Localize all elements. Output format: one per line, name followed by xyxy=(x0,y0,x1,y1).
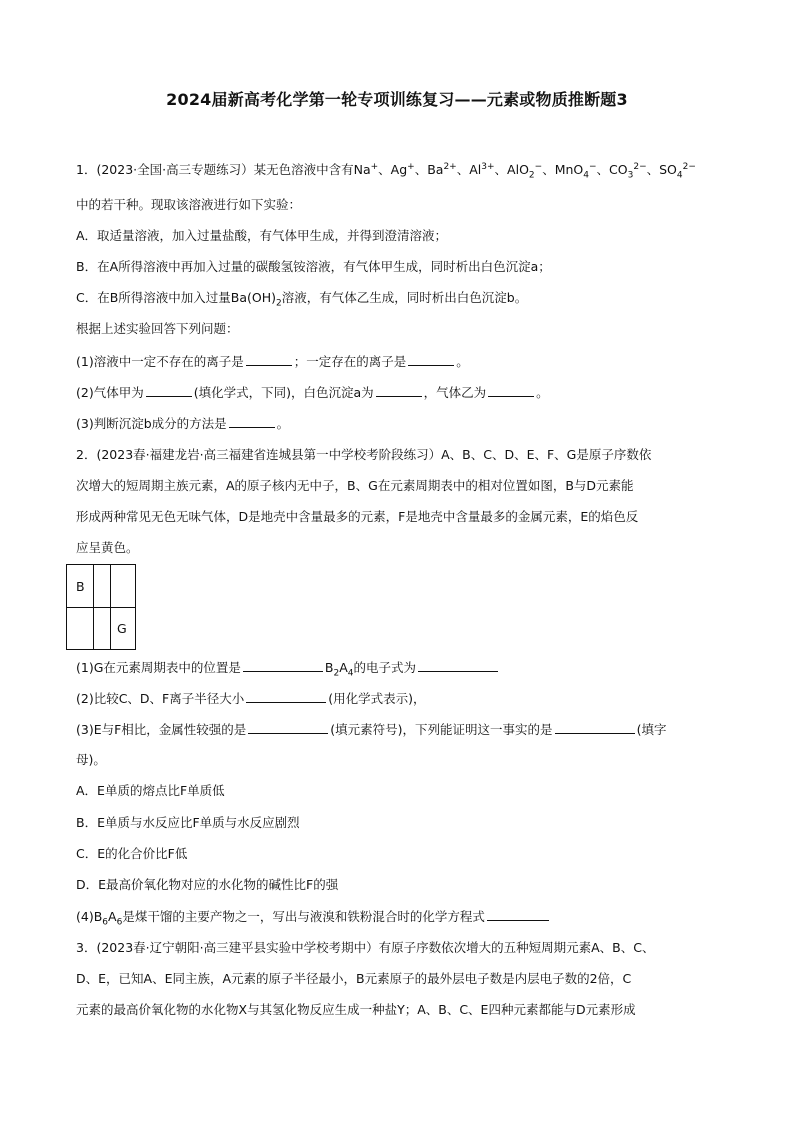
q2-part1: (1)G在元素周期表中的位置是 $B_2A_4$的电子式为 xyxy=(76,659,726,676)
q1-ask: 根据上述实验回答下列问题： xyxy=(76,321,239,336)
answer-blank[interactable] xyxy=(246,690,326,703)
answer-blank[interactable] xyxy=(418,659,498,672)
grid-divider xyxy=(67,607,135,608)
q1-stem-line1: 1．(2023·全国·高三专题练习）某无色溶液中含有Na+、Ag+、$Ba^{2+}$、$Al^{3+}$、AlO$_2$−、MnO$_4$−、$CO_3^{2-}$、$SO_4^{2-}$ xyxy=(76,161,696,181)
q2-option-c: C．E的化合价比F低 xyxy=(76,846,188,861)
q1-part2: (2)气体甲为 (填化学式，下同)，白色沉淀a为 ，气体乙为 。 xyxy=(76,385,549,400)
answer-blank[interactable] xyxy=(243,659,323,672)
answer-blank[interactable] xyxy=(229,415,275,428)
q2-part4: $(4)B_6A_6$是煤干馏的主要产物之一，写出与液溴和铁粉混合时的化学方程式 xyxy=(76,908,726,925)
q2-option-b: B．E单质与水反应比F单质与水反应剧烈 xyxy=(76,815,300,830)
answer-blank[interactable] xyxy=(487,908,549,921)
q2-stem-line3: 形成两种常见无色无味气体，D是地壳中含量最多的元素，F是地壳中含量最多的金属元素，E的焰色反 xyxy=(76,509,639,524)
grid-cell-g: G xyxy=(117,621,127,636)
answer-blank[interactable] xyxy=(246,353,292,366)
q1-stem-line2: 中的若干种。现取该溶液进行如下实验： xyxy=(76,197,302,212)
answer-blank[interactable] xyxy=(146,384,192,397)
q3-stem-line2: D、E，已知A、E同主族，A元素的原子半径最小，B元素原子的最外层电子数是内层电子数的2倍，C xyxy=(76,971,632,986)
q2-stem-line2: 次增大的短周期主族元素，A的原子核内无中子，B、G在元素周期表中的相对位置如图，B与D元素能 xyxy=(76,478,634,493)
q2-stem-line4: 应呈黄色。 xyxy=(76,540,139,555)
answer-blank[interactable] xyxy=(555,721,635,734)
answer-blank[interactable] xyxy=(376,384,422,397)
q3-stem-line3: 元素的最高价氧化物的水化物X与其氢化物反应生成一种盐Y；A、B、C、E四种元素都能与D元素形成 xyxy=(76,1002,636,1017)
q3-stem-line1: 3．(2023春·辽宁朝阳·高三建平县实验中学校考期中）有原子序数依次增大的五种短周期元素A、B、C、 xyxy=(76,940,655,955)
q1-part1: (1)溶液中一定不存在的离子是 ；一定存在的离子是 。 xyxy=(76,354,469,369)
q1-step-b: B．在A所得溶液中再加入过量的碳酸氢铵溶液，有气体甲生成，同时析出白色沉淀a； xyxy=(76,259,551,274)
answer-blank[interactable] xyxy=(248,721,328,734)
q2-part2: (2)比较C、D、F离子半径大小 (用化学式表示)， xyxy=(76,691,426,706)
grid-cell-b: B xyxy=(76,579,85,594)
periodic-table-fragment xyxy=(66,564,136,650)
q1-part3: (3)判断沉淀b成分的方法是 。 xyxy=(76,416,290,431)
q2-part3: (3)E与F相比，金属性较强的是 (填元素符号)，下列能证明这一事实的是 (填字 xyxy=(76,722,667,737)
q2-option-d: D．E最高价氧化物对应的水化物的碱性比F的强 xyxy=(76,877,339,892)
q1-step-a: A．取适量溶液，加入过量盐酸，有气体甲生成，并得到澄清溶液； xyxy=(76,228,448,243)
q2-part3-cont: 母)。 xyxy=(76,752,106,767)
q2-option-a: A．E单质的熔点比F单质低 xyxy=(76,783,225,798)
answer-blank[interactable] xyxy=(408,353,454,366)
q2-stem-line1: 2．(2023春·福建龙岩·高三福建省连城县第一中学校考阶段练习）A、B、C、D、E、F、G是原子序数依 xyxy=(76,447,652,462)
answer-blank[interactable] xyxy=(488,384,534,397)
q1-step-c: C．在B所得溶液中加入过量$Ba(OH)_2$溶液，有气体乙生成，同时析出白色沉淀b。 xyxy=(76,290,528,309)
document-title: 2024届新高考化学第一轮专项训练复习——元素或物质推断题3 xyxy=(166,90,628,109)
